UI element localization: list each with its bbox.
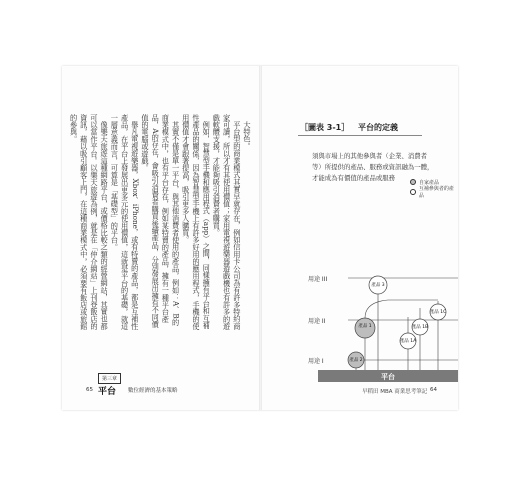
body-text (69, 114, 252, 332)
book-gutter (259, 66, 262, 410)
product-3-label: 產品 3 (371, 283, 385, 288)
level-label-1: 用途 I (308, 358, 324, 365)
legend-label: 互補參與者的產品 (418, 186, 454, 199)
product-1c-label: 產品 1C (429, 310, 447, 315)
legend-filled-dot (410, 179, 416, 185)
page-number-left: 65 (86, 387, 93, 393)
paragraph: 例如，智慧型手機和應用程式（app）之間，同樣擁有平台和互補性產品的關係，因為智慧型手機上有許多好用的應用程式，手機的使用價值才會跟著提高，吸引更多人購買。 (181, 114, 212, 330)
paragraph: 像樂天旅遊這種網路平台，或價格比較之類的經營網站，其實也都可以當作平台。以樂天旅遊為例，就是在「仲介網站」上刊登飯店的資訊，藉以吸引顧客上門，在這種商業模式中，必須要有飯店或旅館的參與。 (69, 114, 110, 330)
paragraph: 舉凡電視遊樂器，Xbox、iPhone，或有特賣的產品，都是互補性產品，在平台上發展出更多元的使用價值，這就是平台的基礎，就這一層意義而言，可算是「基礎型」的平台。 (110, 114, 140, 330)
figure-title (300, 122, 398, 133)
chapter-label: 平台 (98, 387, 117, 397)
connector-line (365, 300, 438, 318)
product-2-label: 產品 2 (349, 358, 363, 363)
product-1-label: 產品 1 (358, 324, 372, 329)
book-spread (62, 66, 458, 410)
running-head: 早稻田 MBA 商業思考筆記 (362, 389, 428, 395)
paragraph: 大特色。 (243, 121, 252, 150)
level-label-3: 用途 III (308, 276, 328, 283)
product-1b-label: 產品 1B (411, 325, 429, 330)
figure-legend (410, 177, 458, 197)
chapter-box: 第三章 (98, 373, 121, 384)
level-label-2: 用途 II (308, 318, 326, 325)
section-label: 數位經濟的基本策略 (128, 388, 178, 394)
paragraph: 平台型的商業模式其實早就存在，例如信用卡公司為有許多特約商家可讀，所以才有其使用價值；家用電視遊樂器遊戲機也有許多的遊戲軟體支援，才能夠吸引消費者購買。 (212, 114, 242, 330)
platform-label: 平台 (381, 373, 395, 381)
paragraph: 其實不僅是單一平台，與其他消費者使用的產品，例如：A、B的商業模式中，也有平台存在，例如某特賣的產品，擁有一種平台產品，A的存在，會吸引消費者購買後續產品，分別發展出擁有不同價值的電腦或遊戲。 (140, 114, 181, 328)
legend-label: 自家產品 (419, 179, 440, 186)
product-1a-label: 產品 1A (399, 339, 417, 344)
figure-title-rule (298, 135, 422, 136)
platform-diagram (308, 266, 458, 382)
figure-title-text: 平台的定義 (358, 123, 399, 132)
legend-hollow-dot (410, 189, 416, 195)
legend-item-complement (410, 187, 458, 197)
figure-caption: 須與市場上的其他參與者（企業、消費者等）所提供的產品、服務或資訊融為一體，才能成為有價值的產品或服務 (312, 152, 434, 182)
figure-number: ［圖表 3-1］ (300, 123, 350, 132)
page-number-right: 64 (430, 387, 437, 393)
